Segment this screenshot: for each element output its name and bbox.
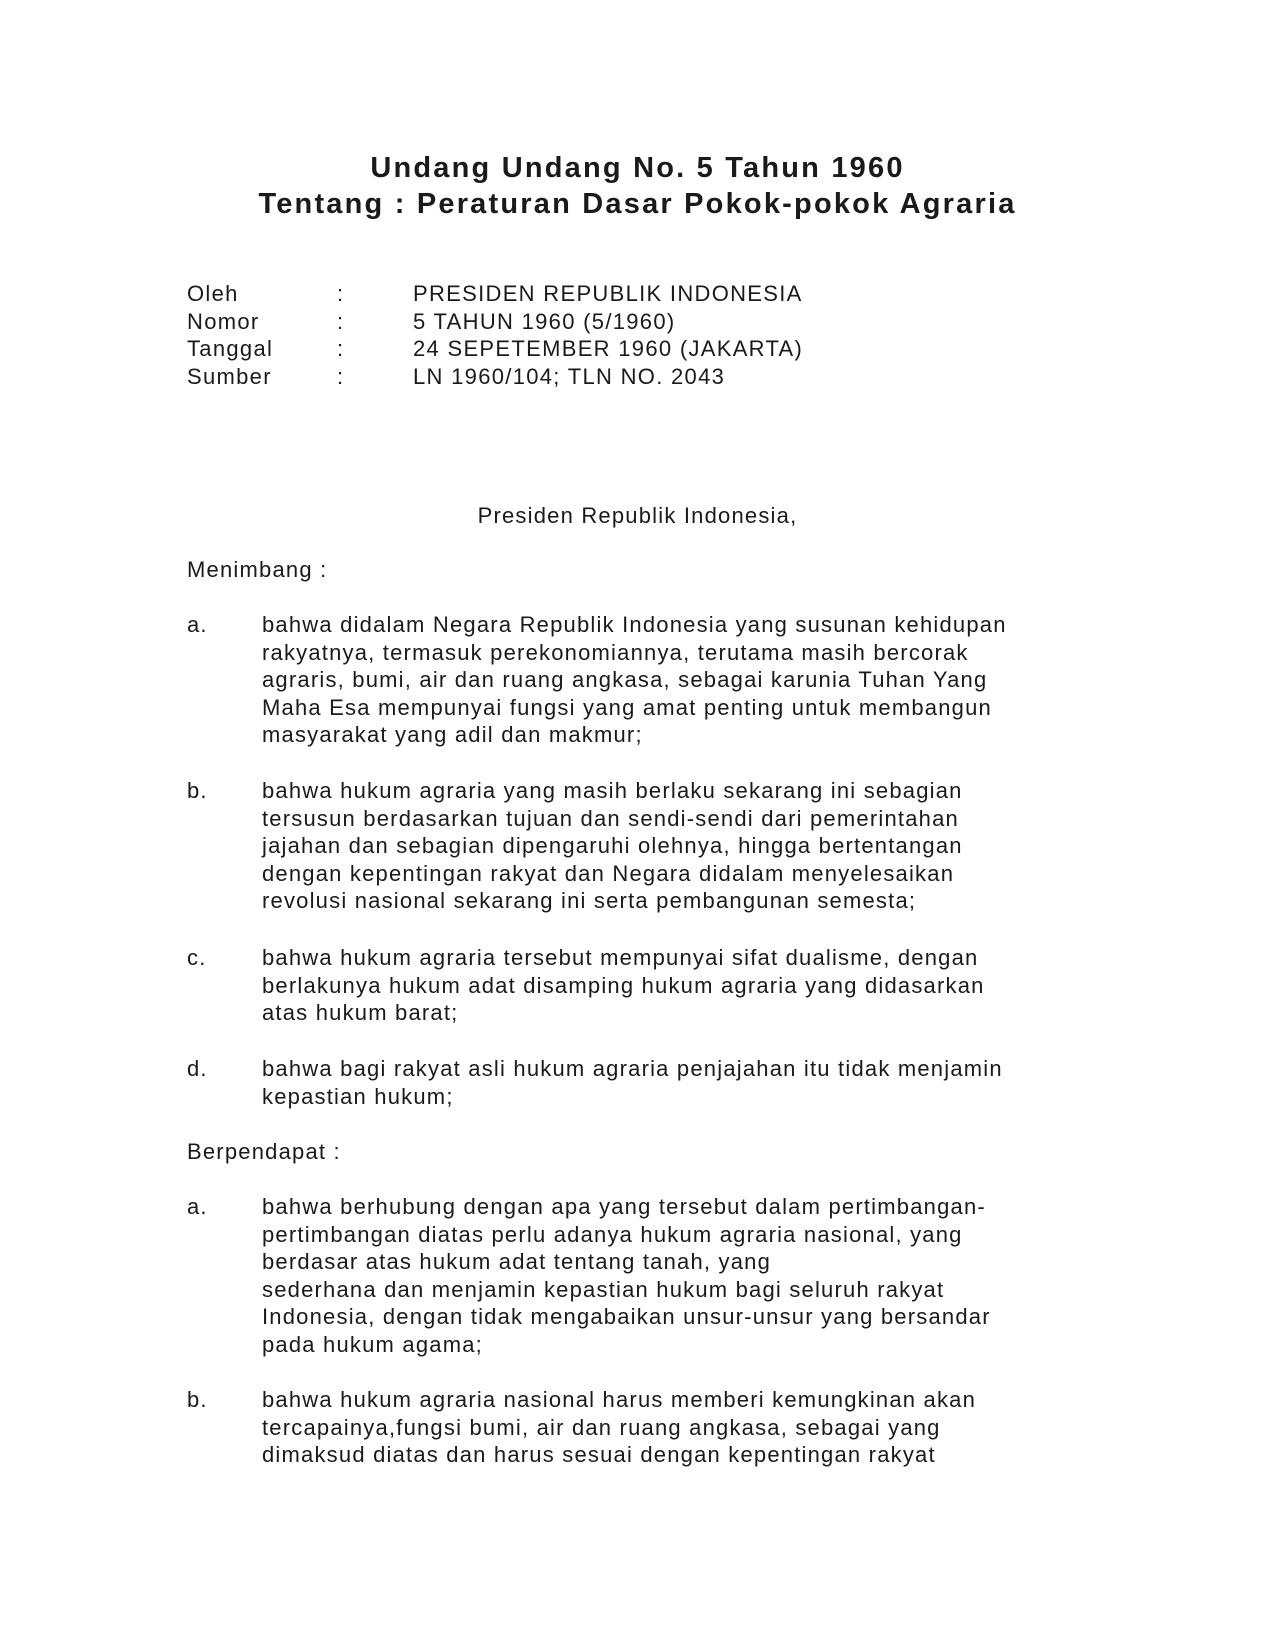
text-line: kepastian hukum; [262, 1083, 454, 1109]
menimbang-heading: Menimbang : [187, 557, 328, 582]
text-line: pada hukum agama; [262, 1331, 483, 1357]
text-line: rakyatnya, termasuk perekonomiannya, terutama masih bercorak [262, 639, 969, 665]
document-subtitle: Tentang : Peraturan Dasar Pokok-pokok Agraria [258, 188, 1017, 220]
metadata-value: 5 TAHUN 1960 (5/1960) [413, 308, 676, 334]
item-text [262, 1386, 1082, 1469]
metadata-label: Nomor [187, 308, 260, 334]
text-line: agraris, bumi, air dan ruang angkasa, sebagai karunia Tuhan Yang [262, 667, 988, 693]
item-marker: b. [187, 778, 208, 803]
text-line: atas hukum barat; [262, 1000, 459, 1026]
text-line: tersusun berdasarkan tujuan dan sendi-sendi dari pemerintahan [262, 805, 959, 831]
text-line: berdasar atas hukum adat tentang tanah, yang [262, 1249, 772, 1275]
metadata-separator: : [337, 336, 345, 361]
text-line: jajahan dan sebagian dipengaruhi olehnya, hingga bertentangan [262, 833, 963, 859]
item-text [262, 611, 1082, 749]
text-line: masyarakat yang adil dan makmur; [262, 722, 643, 748]
metadata-label: Oleh [187, 281, 239, 306]
greeting: Presiden Republik Indonesia, [477, 503, 798, 528]
berpendapat-heading: Berpendapat : [187, 1139, 341, 1164]
item-marker: a. [187, 612, 208, 637]
text-line: bahwa hukum agraria yang masih berlaku sekarang ini sebagian [262, 778, 963, 803]
metadata-value: PRESIDEN REPUBLIK INDONESIA [413, 281, 803, 306]
item-text [262, 944, 1082, 1027]
item-marker: a. [187, 1194, 208, 1219]
metadata-value: 24 SEPETEMBER 1960 (JAKARTA) [413, 336, 804, 361]
item-text [262, 1055, 1082, 1110]
text-line: Maha Esa mempunyai fungsi yang amat penting untuk membangun [262, 694, 992, 720]
text-line: bahwa berhubung dengan apa yang tersebut dalam pertimbangan- [262, 1194, 986, 1219]
text-line: dengan kepentingan rakyat dan Negara didalam menyelesaikan [262, 860, 955, 886]
document-title: Undang Undang No. 5 Tahun 1960 [370, 152, 905, 184]
text-line: bahwa didalam Negara Republik Indonesia yang susunan kehidupan [262, 612, 1007, 637]
text-line: revolusi nasional sekarang ini serta pembangunan semesta; [262, 888, 917, 914]
text-line: bahwa hukum agraria tersebut mempunyai sifat dualisme, dengan [262, 945, 979, 970]
item-marker: d. [187, 1056, 208, 1081]
metadata-separator: : [337, 281, 345, 306]
text-line: bahwa hukum agraria nasional harus memberi kemungkinan akan [262, 1387, 977, 1412]
metadata-separator: : [337, 308, 345, 334]
text-line: tercapainya,fungsi bumi, air dan ruang angkasa, sebagai yang [262, 1414, 941, 1440]
text-line: pertimbangan diatas perlu adanya hukum agraria nasional, yang [262, 1221, 963, 1247]
text-line: berlakunya hukum adat disamping hukum agraria yang didasarkan [262, 972, 985, 998]
item-text [262, 777, 1082, 915]
text-line: bahwa bagi rakyat asli hukum agraria penjajahan itu tidak menjamin [262, 1056, 1003, 1081]
metadata-label: Sumber [187, 363, 272, 389]
text-line: sederhana dan menjamin kepastian hukum bagi seluruh rakyat [262, 1276, 945, 1302]
metadata-value: LN 1960/104; TLN NO. 2043 [413, 363, 726, 389]
metadata-separator: : [337, 363, 345, 389]
item-marker: c. [187, 945, 207, 970]
item-text [262, 1193, 1082, 1359]
text-line: dimaksud diatas dan harus sesuai dengan kepentingan rakyat [262, 1442, 936, 1468]
text-line: Indonesia, dengan tidak mengabaikan unsur-unsur yang bersandar [262, 1304, 991, 1330]
item-marker: b. [187, 1387, 208, 1412]
metadata-label: Tanggal [187, 336, 274, 361]
